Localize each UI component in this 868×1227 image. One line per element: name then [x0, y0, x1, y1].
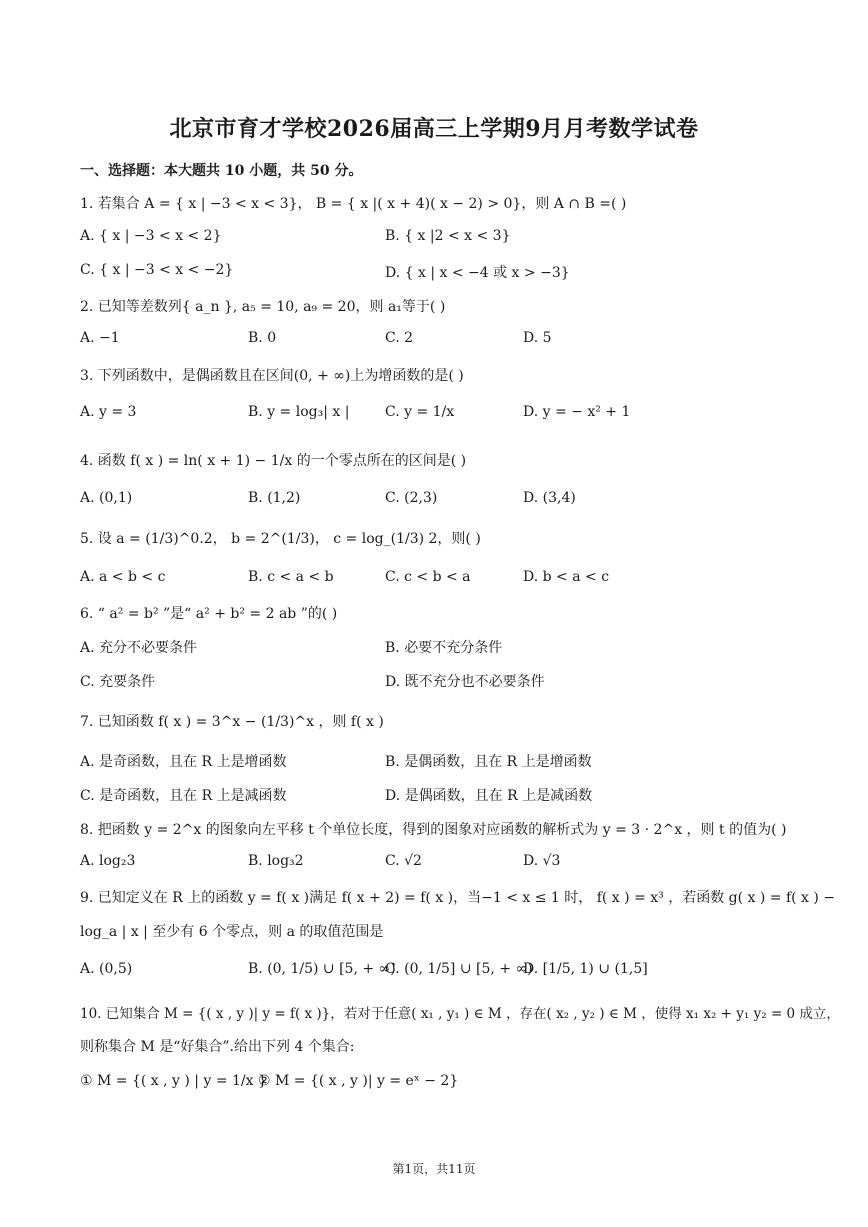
question-2-stem: 2. 已知等差数列{ a_n }, a₅ = 10, a₉ = 20，则 a₁等于( )	[80, 299, 446, 315]
q5-option-a: A. a < b < c	[80, 569, 166, 585]
q2-option-a: A. −1	[80, 330, 120, 346]
q10-item-2: ② M = {( x , y )| y = eˣ − 2}	[258, 1073, 459, 1089]
question-8-stem: 8. 把函数 y = 2^x 的图象向左平移 t 个单位长度，得到的图象对应函数的解析式为 y = 3 · 2^x ，则 t 的值为( )	[80, 822, 787, 838]
q6-option-d: D. 既不充分也不必要条件	[385, 674, 545, 690]
question-1-stem: 1. 若集合 A = { x | −3 < x < 3}， B = { x |( x + 4)( x − 2) > 0}，则 A ∩ B =( )	[80, 196, 627, 212]
q3-option-c: C. y = 1/x	[385, 404, 455, 420]
q4-option-b: B. (1,2)	[248, 490, 301, 506]
question-9-stem-line1: 9. 已知定义在 R 上的函数 y = f( x )满足 f( x + 2) = f( x )，当−1 < x ≤ 1 时， f( x ) = x³ ，若函数 g( x ) = f( x ) −	[80, 890, 836, 906]
q5-option-d: D. b < a < c	[523, 569, 610, 585]
question-6-stem: 6. “ a² = b² ”是“ a² + b² = 2 ab ”的( )	[80, 606, 338, 622]
q7-option-a: A. 是奇函数，且在 R 上是增函数	[80, 754, 287, 770]
q5-option-c: C. c < b < a	[385, 569, 471, 585]
page-footer: 第1页，共11页	[392, 1162, 476, 1176]
question-9-stem-line2: log_a | x | 至少有 6 个零点，则 a 的取值范围是	[80, 924, 384, 940]
question-3-stem: 3. 下列函数中，是偶函数且在区间(0, + ∞)上为增函数的是( )	[80, 368, 464, 384]
question-5-stem: 5. 设 a = (1/3)^0.2， b = 2^(1/3)， c = log_(1/3) 2，则( )	[80, 531, 481, 547]
q4-option-c: C. (2,3)	[385, 490, 438, 506]
q8-option-c: C. √2	[385, 853, 422, 869]
q3-option-d: D. y = − x² + 1	[523, 404, 631, 420]
q1-option-c: C. { x | −3 < x < −2}	[80, 262, 234, 278]
q8-option-d: D. √3	[523, 853, 561, 869]
q7-option-d: D. 是偶函数，且在 R 上是减函数	[385, 788, 593, 804]
q8-option-b: B. log₃2	[248, 853, 304, 869]
q4-option-a: A. (0,1)	[80, 490, 133, 506]
q10-item-1: ① M = {( x , y ) | y = 1/x }	[80, 1073, 267, 1089]
question-10-stem-line2: 则称集合 M 是“好集合”.给出下列 4 个集合:	[80, 1039, 355, 1055]
q2-option-d: D. 5	[523, 330, 552, 346]
q2-option-c: C. 2	[385, 330, 414, 346]
q4-option-d: D. (3,4)	[523, 490, 576, 506]
question-10-stem-line1: 10. 已知集合 M = {( x , y )| y = f( x )}，若对于任意( x₁ , y₁ ) ∈ M ，存在( x₂ , y₂ ) ∈ M ，使得 x₁ x₂ + y₁ y₂ = 0 成立，	[80, 1006, 840, 1022]
q1-option-b: B. { x |2 < x < 3}	[385, 228, 511, 244]
q1-option-a: A. { x | −3 < x < 2}	[80, 228, 222, 244]
q6-option-c: C. 充要条件	[80, 674, 156, 690]
q3-option-a: A. y = 3	[80, 404, 137, 420]
q9-option-b: B. (0, 1/5) ∪ [5, + ∞)	[248, 961, 396, 977]
section-heading: 一、选择题：本大题共 10 小题，共 50 分。	[80, 163, 363, 179]
q3-option-b: B. y = log₃| x |	[248, 404, 350, 420]
q5-option-b: B. c < a < b	[248, 569, 334, 585]
question-4-stem: 4. 函数 f( x ) = ln( x + 1) − 1/x 的一个零点所在的区间是( )	[80, 453, 467, 469]
q1-option-d: D. { x | x < −4 或 x > −3}	[385, 265, 570, 281]
q8-option-a: A. log₂3	[80, 853, 136, 869]
q7-option-b: B. 是偶函数，且在 R 上是增函数	[385, 754, 592, 770]
q9-option-d: D. [1/5, 1) ∪ (1,5]	[523, 961, 648, 977]
q9-option-c: C. (0, 1/5] ∪ [5, + ∞)	[385, 961, 533, 977]
q6-option-b: B. 必要不充分条件	[385, 640, 503, 656]
question-7-stem: 7. 已知函数 f( x ) = 3^x − (1/3)^x ，则 f( x )	[80, 714, 384, 730]
exam-title: 北京市育才学校2026届高三上学期9月月考数学试卷	[169, 116, 699, 142]
q6-option-a: A. 充分不必要条件	[80, 640, 198, 656]
q2-option-b: B. 0	[248, 330, 277, 346]
q9-option-a: A. (0,5)	[80, 961, 133, 977]
q7-option-c: C. 是奇函数，且在 R 上是减函数	[80, 788, 287, 804]
